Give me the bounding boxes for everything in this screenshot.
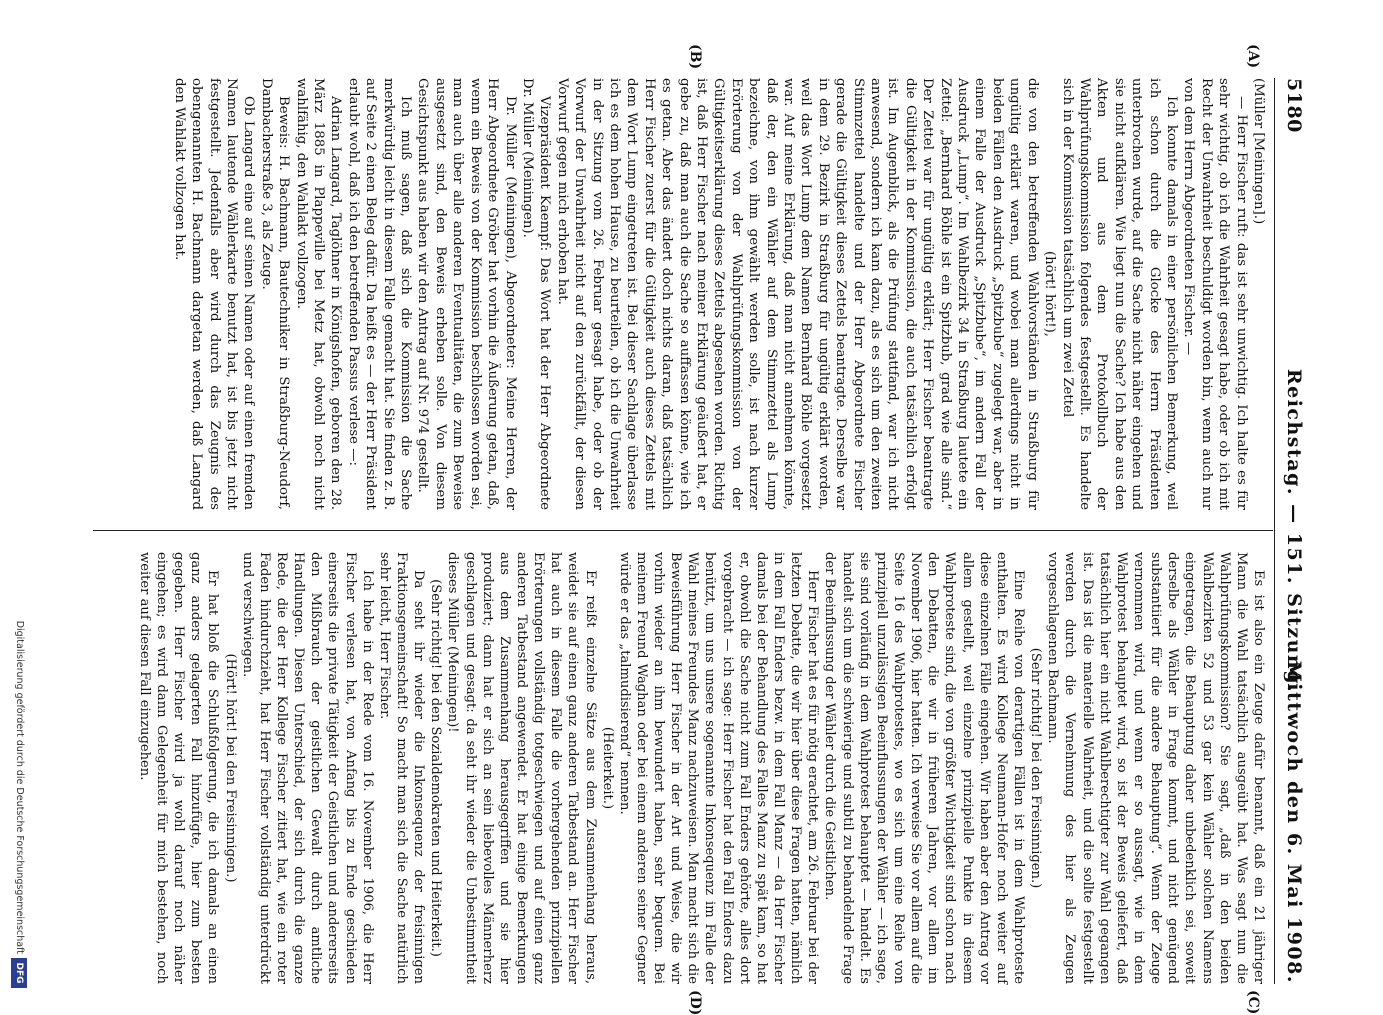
column-divider	[93, 530, 1273, 531]
interjection: (Sehr richtig! bei den Freisinnigen.)	[1028, 647, 1044, 889]
paragraph: Er hat bloß die Schlußfolgerung, die ich damals an einen ganz anders gelagerten Fall hinzufügte, hier zum besten gegeben. Herr Fischer wird ja wohl darauf noch näher eingehen; es wird dann Gelegenheit für mich bestehen, noch weiter auf diesen Fall einzugehen.	[136, 552, 221, 984]
margin-marker-b: (B)	[687, 44, 703, 70]
dfg-logo: DFG	[11, 958, 27, 988]
margin-marker-a: (A)	[1245, 44, 1261, 69]
paragraph: die von den betreffenden Wahlvorständen in Straßburg für ungültig erklärt waren, und wobei man allerdings nicht in beiden Fällen den Ausdruck „Spitzbube“ zugelegt war, aber in einem Falle der Ausdruck „Spitzbube“, im andern Fall der Ausdruck „Lump“. Im Wahlbezirk 34 in Straßburg lautete ein Zettel: „Bernhard Böhle ist ein Spitzbub, grad wie alle sind.“ Der Zettel war für ungültig erklärt; Herr Fischer beantragte die Gültigkeit in der Kommission, die auch tatsächlich erfolgt ist. Im Augenblick, als die Prüfung stattfand, war ich nicht anwesend, sondern ich kam dazu, als es sich um den zweiten Stimmzettel handelte und der Herr Abgeordnete Fischer gerade die Gültigkeit dieses Zettels beantragte. Derselbe war in dem 29. Bezirk in Straßburg für ungültig erklärt worden, weil das Wort Lump dem Namen Bernhard Böhle vorgesetzt war. Auf meine Erklärung, daß man nicht annehmen könnte, daß der, den ein Wähler auf dem Stimmzettel als Lump bezeichne, von ihm gewählt werden solle, ist nach kurzer Erörterung von der Wahlprüfungskommission von der Gültigkeitserklärung dieses Zettels abgesehen worden. Richtig ist, daß Herr Fischer nach meiner Erklärung geäußert hat, er gebe zu, daß man auch die Sache so auffassen könne, wie ich es getan. Aber das ändert doch nichts daran, daß tatsächlich Herr Fischer zuerst für die Gültigkeit auch dieses Zettels mit dem Wort Lump eingetreten ist. Bei dieser Sachlage überlasse ich es dem hohen Hause, zu beurteilen, ob ich die Unwahrheit in der Sitzung vom 26. Februar gesagt habe, oder ob der Vorwurf der Unwahrheit nicht auf den zurückfällt, der diesen Vorwurf gegen mich erhoben hat.	[554, 78, 1040, 510]
margin-marker-d: (D)	[687, 990, 703, 1015]
header-rule	[1274, 78, 1275, 984]
quoted-passage: Adrian Langard, Taglöhner in Königshofen, geboren den 28. März 1885 in Plappeville bei Metz hat, obwohl noch nicht wahlfähig, den Wahlakt vollzogen.	[293, 78, 344, 510]
quoted-passage: Beweis: H. Bachmann, Bautechniker in Straßburg-Neudorf, Dambacherstraße 3, als Zeuge.	[258, 78, 292, 510]
paragraph: Er reißt einzelne Sätze aus dem Zusammenhang heraus, weidet sie auf einen ganz anderen Tatbestand an. Herr Fischer hat auch in diesem Falle die vorhergehenden prinzipiellen Erörterungen vollständig totgeschwiegen und auf einen ganz anderen Tatbestand angewendet. Er hat einige Bemerkungen aus dem Zusammenhang herausgegriffen und sie hier produziert; dann hat er sich an sein liebevolles Männerherz geschlagen und gesagt: da seht ihr wieder die Unbestimmtheit dieses Müller (Meiningen)!	[445, 552, 598, 984]
credit-text: Digitalisierung gefördert durch die Deutsche Forschungsgemeinschaft	[14, 620, 25, 954]
paragraph: Ich muß sagen, daß sich die Kommission die Sache merkwürdig leicht in diesem Falle gemacht hat. Sie finden z. B. auf Seite 2 einen Beleg dafür. Da heißt es — der Herr Präsident erlaubt wohl, daß ich den betreffenden Passus verlese —:	[345, 78, 414, 510]
paragraph: Dr. Müller (Meiningen), Abgeordneter: Meine Herren, der Herr Abgeordnete Gröber hat vorhin die Äußerung getan, daß, wenn ein Beweis von der Kommission beschlossen worden sei, man auch über alle anderen Eventualitäten, die zum Beweise ausgesetzt sind, den Beweis erheben solle. Von diesem Gesichtspunkt aus haben wir den Antrag auf Nr. 974 gestellt.	[415, 78, 518, 510]
paragraph: Da seht ihr wieder die Inkonsequenz der freisinnigen Fraktionsgemeinschaft! So macht man sich die Sache natürlich sehr leicht, Herr Fischer.	[376, 552, 427, 984]
right-column	[136, 552, 1267, 984]
header-title: Reichstag. — 151. Sitzung.	[1283, 368, 1305, 694]
interjection: (Hört! hört! bei den Freisinnigen.)	[222, 653, 238, 883]
paragraph: Vizepräsident Kaempf: Das Wort hat der Herr Abgeordnete Dr. Müller (Meiningen).	[519, 78, 553, 510]
paragraph: Ich habe in der Rede vom 16. November 1906, die Herr Fischer verlesen hat, von Anfang bis zu Ende geschieden einerseits die private Tätigkeit der Geistlichen und andererseits den Mißbrauch der geistlichen Gewalt durch amtliche Handlungen. Diesen Unterschied, der sich durch die ganze Rede, die der Herr Kollege Fischer zitiert hat, wie ein roter Faden hindurchzieht, hat Herr Fischer vollständig unterdrückt und verschwiegen.	[239, 552, 375, 984]
paragraph: — Herr Fischer ruft: das ist sehr unwichtig. Ich halte es für sehr wichtig, ob ich die Wahrheit gesagt habe, oder ob ich mit Recht der Unwahrheit beschuldigt worden bin, wenn auch nur von dem Herrn Abgeordneten Fischer. —	[1181, 78, 1249, 510]
interjection: (Heiterkeit.)	[599, 726, 615, 810]
paragraph: Es ist also ein Zeuge dafür benannt, daß ein 21 jähriger Mann die Wahl tatsächlich ausgeübt hat. Was sagt nun die Wahlprüfungskommission? Sie sagt, „daß in den beiden Wahlbezirken 52 und 53 gar kein Wähler solchen Namens eingetragen, die Behauptung daher unbedenklich sei, soweit derselbe als Wähler in Frage kommt, und nicht genügend substantiiert für die andere Behauptung“. Wenn der Zeuge vernommen wird, und wenn er so aussagt, wie in dem Wahlprotest behauptet wird, so ist der Beweis geliefert, daß tatsächlich hier ein nicht Wahlberechtigter zur Wahl gegangen ist. Das ist die materielle Wahrheit, und die sollte festgestellt werden durch die Vernehmung des hier als Zeugen vorgeschlagenen Bachmann.	[1045, 552, 1266, 984]
header-date: Mittwoch den 6. Mai 1908.	[1283, 660, 1305, 984]
paragraph: Ich konnte damals in einer persönlichen Bemerkung, weil ich schon durch die Glocke des Herrn Präsidenten unterbrochen wurde, auf die Sache nicht näher eingehen und sie nicht aufklären. Wie liegt nun die Sache? Ich habe aus den Akten und aus dem Protokollbuch der Wahlprüfungskommission folgendes festgestellt. Es handelte sich in der Kommission tatsächlich um zwei Zettel	[1059, 78, 1179, 510]
page-header	[1277, 78, 1313, 984]
page-content	[83, 44, 1313, 1015]
interjection: (Sehr richtig! bei den Sozialdemokraten und Heiterkeit.)	[428, 579, 444, 957]
paragraph: Ob Langard eine auf seinen Namen oder auf einen fremden Namen lautende Wählerkarte benutzt hat, ist bis jetzt nicht festgestellt. Jedenfalls aber wird durch das Zeugnis des obengenannten H. Bachmann dargetan werden, daß Langard den Wahlakt vollzogen hat.	[171, 78, 257, 510]
margin-marker-c: (C)	[1245, 990, 1261, 1015]
speaker-line: (Müller [Meiningen].)	[1251, 78, 1266, 225]
page-number: 5180	[1283, 78, 1305, 133]
paragraph: Eine Reihe von derartigen Fällen ist in dem Wahlproteste enthalten. Es wird Kollege Neumann-Hofer noch weiter auf diese einzelnen Fälle eingehen. Wir haben aber den Antrag vor allem gestellt, weil einzelne prinzipielle Punkte in diesem Wahlproteste sind, die von größter Wichtigkeit sind schon nach den Debatten, die wir in früheren Jahren, vor allem im November 1906, hier hatten. Ich verweise Sie vor allem auf die Seite 16 des Wahlprotestes, wo es sich um eine Reihe von prinzipiell unzulässigen Beeinflussungen der Wähler — ich sage, sie sind vorläufig in dem Wahlprotest behauptet — handelt. Es handelt sich um die schwierige und subtil zu behandelnde Frage der Beeinflussung der Wähler durch die Geistlichen.	[822, 552, 1027, 984]
left-column	[170, 78, 1267, 510]
paragraph: Herr Fischer hat es für nötig erachtet, am 26. Februar bei der letzten Debatte, die wir hier über diese Fragen hatten, nämlich in dem Fall Enders bezw. in dem Fall Manz — da Herr Fischer damals bei der Behandlung des Falles Manz zu spät kam, so hat er, obwohl die Sache nicht zum Fall Enders gehörte, alles dort vorgebracht — ich sage: Herr Fischer hat den Fall Enders dazu benützt, um uns unsere sogenannte Inkonsequenz im Falle der Wahl meines Freundes Manz nachzuweisen. Man macht sich die Beweisführung Herr Fischer in der Art und Weise, die wir vorhin wieder an ihm bewundert haben, sehr bequem. Bei meinem Freund Waghan oder bei einem anderen seiner Gegner würde er das „talmudisierend“ nennen.	[616, 552, 821, 984]
interjection: (hört! hört!),	[1042, 250, 1058, 338]
